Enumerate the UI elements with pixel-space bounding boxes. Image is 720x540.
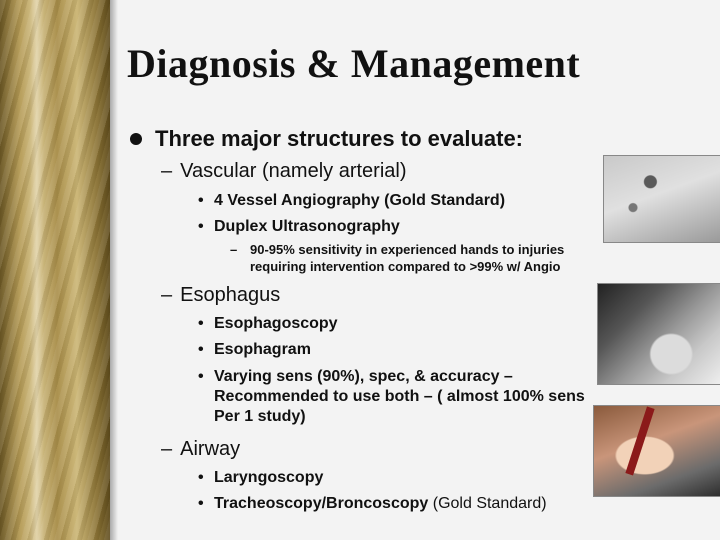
bullet-dot-icon [130,133,142,145]
airway-injury-image [593,405,720,497]
list-item: • Varying sens (90%), spec, & accuracy – Recommended to use both – ( almost 100% sens Per 1 study) [198,368,585,425]
slide-title: Diagnosis & Management [127,41,581,86]
list-item: • Laryngoscopy [198,469,324,486]
list-item: • 4 Vessel Angiography (Gold Standard) [198,192,506,209]
main-bullet [130,126,523,152]
section-vascular: – Vascular (namely arterial) [161,160,407,182]
sub-list-item: – 90-95% sensitivity in experienced hands to injuries requiring intervention compared to >99% w/ Angio [230,242,565,274]
decorative-gold-border [0,0,110,540]
esophagram-image [597,283,720,385]
section-esophagus: – Esophagus [161,284,281,306]
angiography-image [603,155,720,243]
list-item: • Esophagoscopy [198,315,338,332]
main-bullet-text: Three major structures to evaluate: [155,126,524,151]
section-airway: – Airway [161,438,241,460]
list-item: • Tracheoscopy/Broncoscopy (Gold Standard) [198,495,547,512]
list-item: • Duplex Ultrasonography [198,218,400,235]
list-item: • Esophagram [198,341,311,358]
